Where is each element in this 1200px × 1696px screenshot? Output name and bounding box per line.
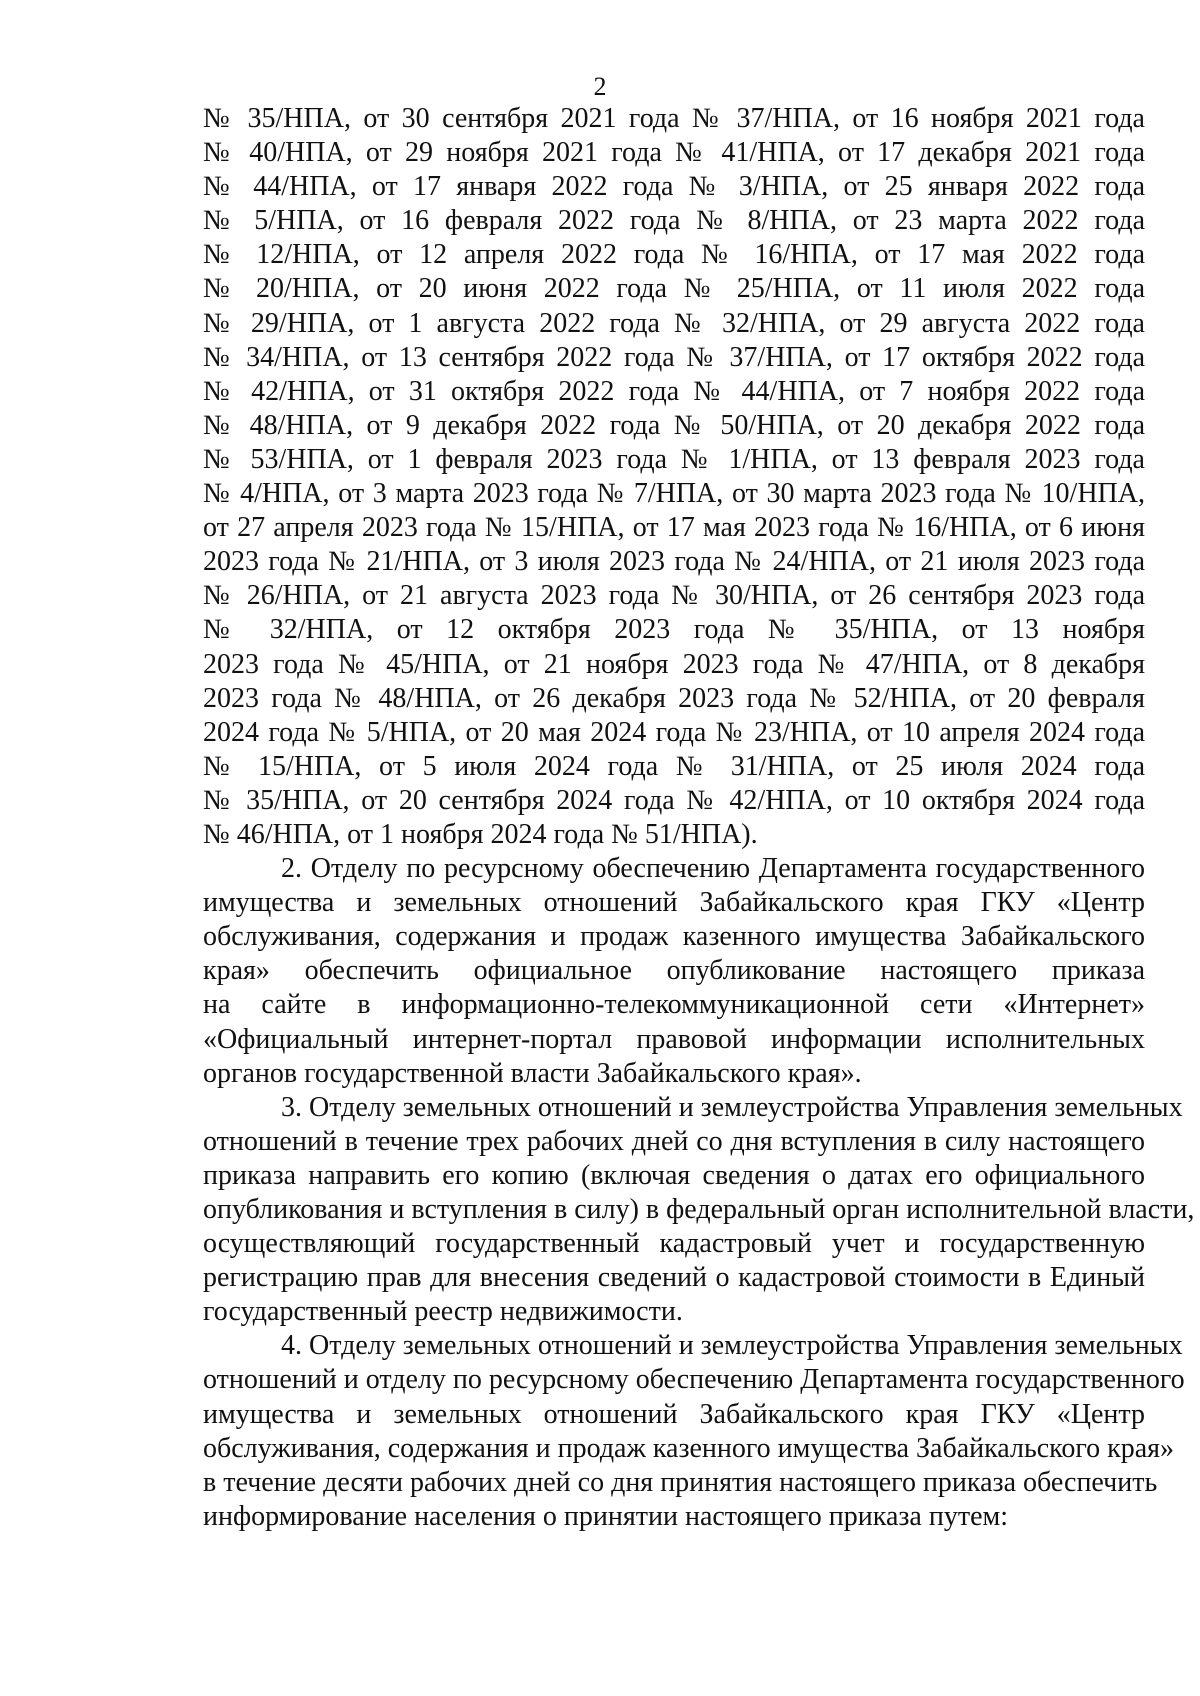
page-number: 2 — [593, 72, 607, 101]
text-line: № 44/НПА, от 17 января 2022 года № 3/НПА, от 25 января 2022 года — [203, 171, 1145, 203]
paragraph-item-2 — [203, 852, 1145, 1091]
text-line: регистрацию прав для внесения сведений о кадастровой стоимости в Единый — [203, 1262, 1145, 1294]
text-line: 2023 года № 48/НПА, от 26 декабря 2023 года № 52/НПА, от 20 февраля — [203, 682, 1145, 714]
text-line: 2023 года № 21/НПА, от 3 июля 2023 года № 24/НПА, от 21 июля 2023 года — [203, 546, 1145, 578]
text-line: обслуживания, содержания и продаж казенного имущества Забайкальского края» — [203, 1432, 1175, 1464]
text-line: края» обеспечить официальное опубликование настоящего приказа — [203, 955, 1145, 987]
text-line: 2. Отделу по ресурсному обеспечению Департамента государственного — [281, 853, 1145, 885]
text-line: № 53/НПА, от 1 февраля 2023 года № 1/НПА, от 13 февраля 2023 года — [203, 443, 1145, 475]
text-line: государственный реестр недвижимости. — [203, 1296, 683, 1328]
text-line: имущества и земельных отношений Забайкальского края ГКУ «Центр — [203, 887, 1145, 919]
text-line: 2024 года № 5/НПА, от 20 мая 2024 года № 23/НПА, от 10 апреля 2024 года — [203, 716, 1145, 748]
text-line: № 32/НПА, от 12 октября 2023 года № 35/НПА, от 13 ноября — [203, 614, 1145, 646]
text-line: № 29/НПА, от 1 августа 2022 года № 32/НПА, от 29 августа 2022 года — [203, 307, 1145, 339]
text-line: № 40/НПА, от 29 ноября 2021 года № 41/НПА, от 17 декабря 2021 года — [203, 137, 1145, 169]
text-line: отношений в течение трех рабочих дней со дня вступления в силу настоящего — [203, 1125, 1145, 1157]
text-line: 4. Отделу земельных отношений и землеустройства Управления земельных — [281, 1330, 1183, 1362]
paragraph-item-3 — [203, 1091, 1195, 1330]
text-line: обслуживания, содержания и продаж казенного имущества Забайкальского — [203, 921, 1145, 953]
text-line: № 34/НПА, от 13 сентября 2022 года № 37/НПА, от 17 октября 2022 года — [203, 341, 1145, 373]
text-line: № 48/НПА, от 9 декабря 2022 года № 50/НПА, от 20 декабря 2022 года — [203, 409, 1145, 441]
text-line: приказа направить его копию (включая сведения о датах его официального — [203, 1159, 1145, 1191]
text-line: опубликования и вступления в силу) в федеральный орган исполнительной власти, — [203, 1194, 1195, 1225]
text-line: информирование населения о принятии настоящего приказа путем: — [203, 1500, 1008, 1532]
text-line: в течение десяти рабочих дней со дня принятия настоящего приказа обеспечить — [203, 1466, 1158, 1498]
text-line: № 46/НПА, от 1 ноября 2024 года № 51/НПА). — [203, 818, 758, 850]
document-body — [203, 102, 1195, 1534]
text-line: № 26/НПА, от 21 августа 2023 года № 30/НПА, от 26 сентября 2023 года — [203, 580, 1145, 612]
text-line: № 5/НПА, от 16 февраля 2022 года № 8/НПА, от 23 марта 2022 года — [203, 205, 1145, 237]
text-line: № 35/НПА, от 20 сентября 2024 года № 42/НПА, от 10 октября 2024 года — [203, 784, 1145, 816]
text-line: осуществляющий государственный кадастровый учет и государственную — [203, 1228, 1145, 1260]
text-line: имущества и земельных отношений Забайкальского края ГКУ «Центр — [203, 1398, 1145, 1430]
paragraph-amendments-list — [203, 102, 1145, 852]
text-line: № 20/НПА, от 20 июня 2022 года № 25/НПА, от 11 июля 2022 года — [203, 273, 1145, 305]
text-line: отношений и отделу по ресурсному обеспечению Департамента государственного — [203, 1364, 1185, 1396]
text-line: № 15/НПА, от 5 июля 2024 года № 31/НПА, от 25 июля 2024 года — [203, 750, 1145, 782]
text-line: № 35/НПА, от 30 сентября 2021 года № 37/НПА, от 16 ноября 2021 года — [203, 103, 1145, 134]
text-line: № 4/НПА, от 3 марта 2023 года № 7/НПА, от 30 марта 2023 года № 10/НПА, — [203, 478, 1145, 510]
text-line: «Официальный интернет-портал правовой информации исполнительных — [203, 1023, 1145, 1055]
text-line: № 12/НПА, от 12 апреля 2022 года № 16/НПА, от 17 мая 2022 года — [203, 239, 1145, 271]
text-line: № 42/НПА, от 31 октября 2022 года № 44/НПА, от 7 ноября 2022 года — [203, 375, 1145, 407]
text-line: 2023 года № 45/НПА, от 21 ноября 2023 года № 47/НПА, от 8 декабря — [203, 648, 1145, 680]
text-line: от 27 апреля 2023 года № 15/НПА, от 17 мая 2023 года № 16/НПА, от 6 июня — [203, 512, 1145, 544]
paragraph-item-4 — [203, 1329, 1185, 1534]
text-line: 3. Отделу земельных отношений и землеустройства Управления земельных — [281, 1091, 1183, 1123]
text-line: органов государственной власти Забайкальского края». — [203, 1057, 862, 1089]
text-line: на сайте в информационно-телекоммуникационной сети «Интернет» — [203, 989, 1145, 1021]
